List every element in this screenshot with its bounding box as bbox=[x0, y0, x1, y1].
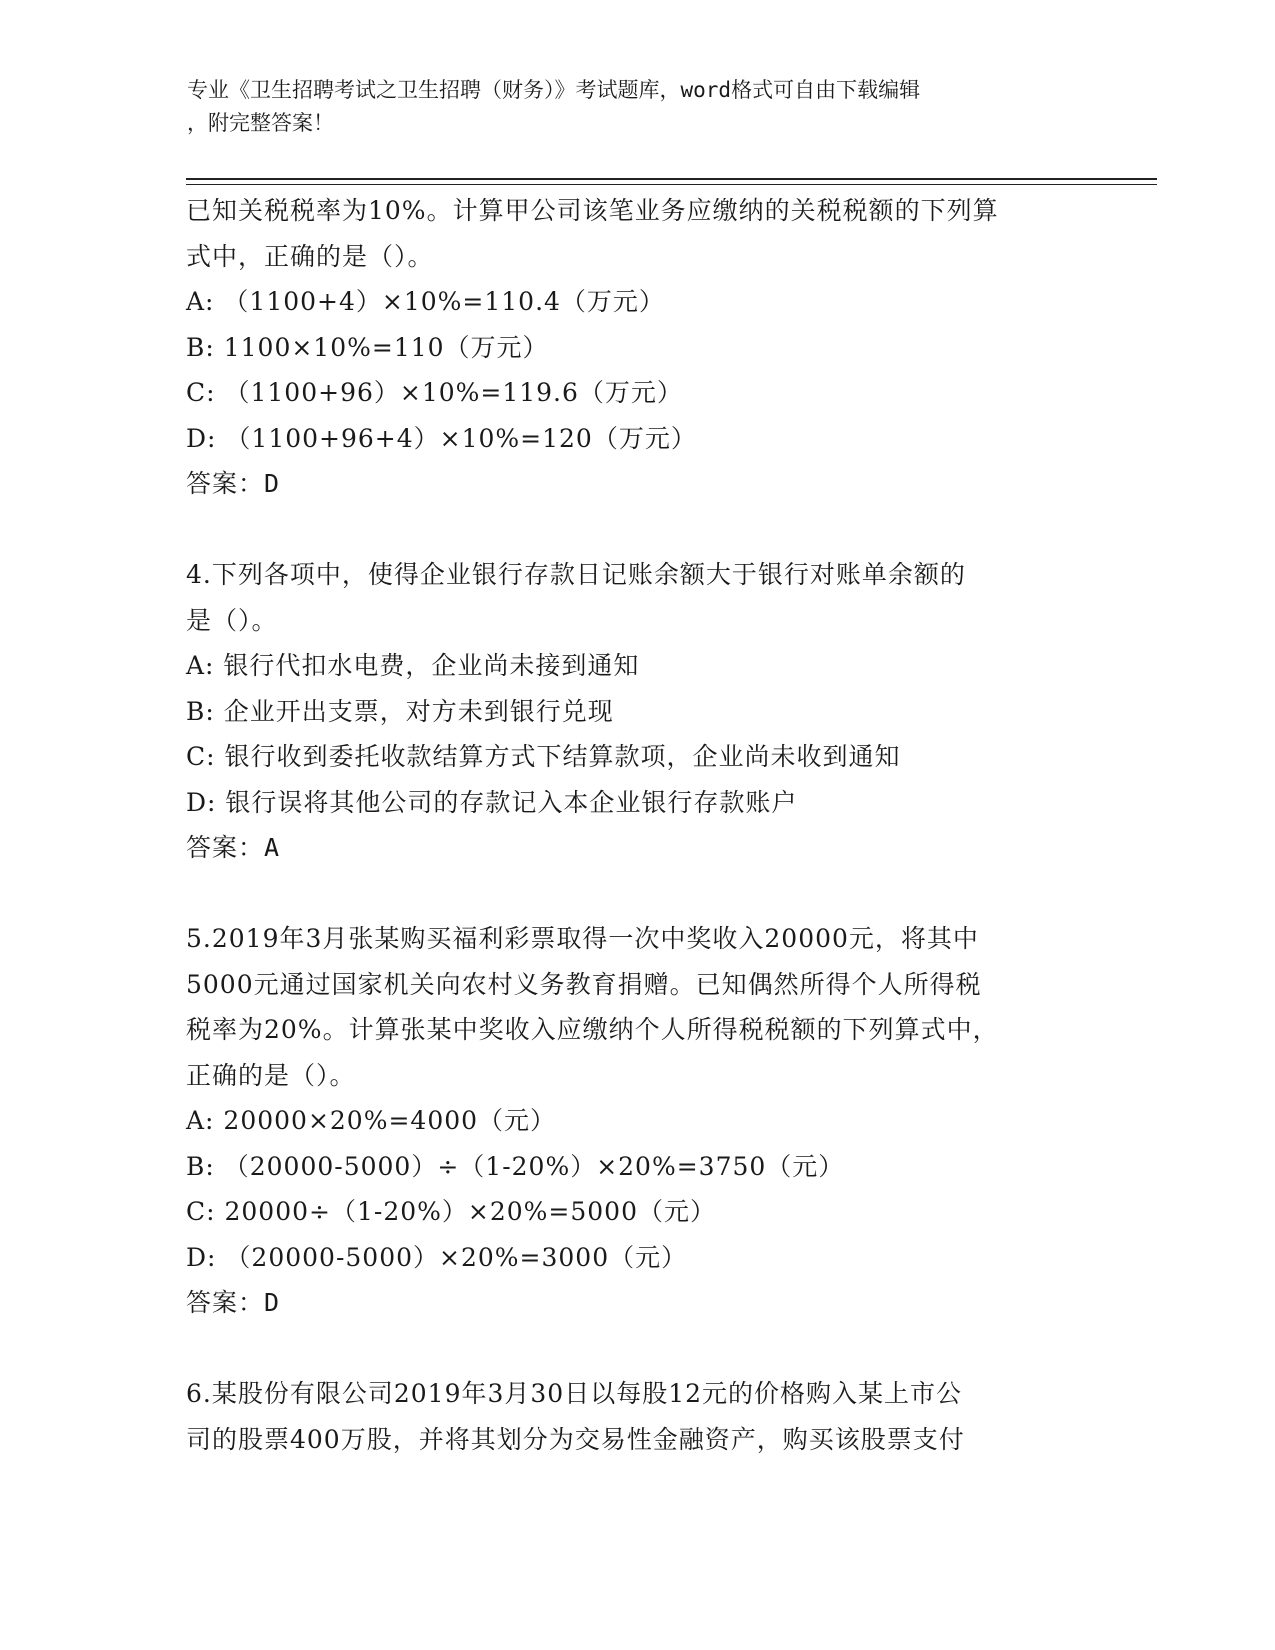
question-5 bbox=[186, 916, 1086, 1326]
question-stem: 5000元通过国家机关向农村义务教育捐赠。已知偶然所得个人所得税 bbox=[186, 969, 982, 999]
question-stem: 式中，正确的是（）。 bbox=[186, 241, 434, 271]
option-c: C: 20000÷（1-20%）×20%=5000（元） bbox=[186, 1197, 716, 1226]
option-d: D: （1100+96+4）×10%=120（万元） bbox=[186, 423, 697, 453]
header-divider-thin bbox=[186, 184, 1157, 185]
answer-label: 答案：D bbox=[186, 1288, 281, 1317]
document-body bbox=[186, 188, 1086, 1462]
question-stem: 6.某股份有限公司2019年3月30日以每股12元的价格购入某上市公 bbox=[186, 1379, 963, 1408]
question-3 bbox=[186, 188, 1086, 507]
question-stem: 税率为20%。计算张某中奖收入应缴纳个人所得税税额的下列算式中， bbox=[186, 1015, 999, 1044]
question-4 bbox=[186, 552, 1086, 871]
spacer bbox=[186, 1326, 1086, 1372]
header-line-2: ，附完整答案！ bbox=[187, 111, 334, 135]
option-d: D: （20000-5000）×20%=3000（元） bbox=[186, 1242, 688, 1272]
question-6 bbox=[186, 1371, 1086, 1462]
document-header bbox=[187, 74, 1087, 140]
option-c: C: 银行收到委托收款结算方式下结算款项，企业尚未收到通知 bbox=[186, 742, 901, 771]
spacer bbox=[186, 507, 1086, 553]
option-c: C: （1100+96）×10%=119.6（万元） bbox=[186, 378, 683, 407]
question-stem: 5.2019年3月张某购买福利彩票取得一次中奖收入20000元，将其中 bbox=[186, 924, 979, 953]
answer-label: 答案：D bbox=[186, 469, 281, 498]
option-b: B: 1100×10%=110（万元） bbox=[186, 332, 549, 362]
spacer bbox=[186, 871, 1086, 917]
option-b: B: （20000-5000）÷（1-20%）×20%=3750（元） bbox=[186, 1151, 845, 1181]
answer-label: 答案：A bbox=[186, 833, 281, 862]
option-a: A: 20000×20%=4000（元） bbox=[186, 1106, 557, 1135]
header-line-1: 专业《卫生招聘考试之卫生招聘（财务）》考试题库，word格式可自由下载编辑 bbox=[187, 78, 921, 102]
option-a: A: 银行代扣水电费，企业尚未接到通知 bbox=[186, 651, 640, 680]
option-d: D: 银行误将其他公司的存款记入本企业银行存款账户 bbox=[186, 787, 798, 817]
question-stem: 已知关税税率为10%。计算甲公司该笔业务应缴纳的关税税额的下列算 bbox=[186, 196, 999, 225]
option-b: B: 企业开出支票，对方未到银行兑现 bbox=[186, 696, 614, 726]
question-stem: 是（）。 bbox=[186, 605, 278, 635]
question-stem: 正确的是（）。 bbox=[186, 1060, 356, 1090]
question-stem: 4.下列各项中，使得企业银行存款日记账余额大于银行对账单余额的 bbox=[186, 560, 966, 589]
question-stem: 司的股票400万股，并将其划分为交易性金融资产，购买该股票支付 bbox=[186, 1424, 965, 1454]
option-a: A: （1100+4）×10%=110.4（万元） bbox=[186, 287, 665, 316]
header-divider-thick bbox=[186, 178, 1157, 180]
